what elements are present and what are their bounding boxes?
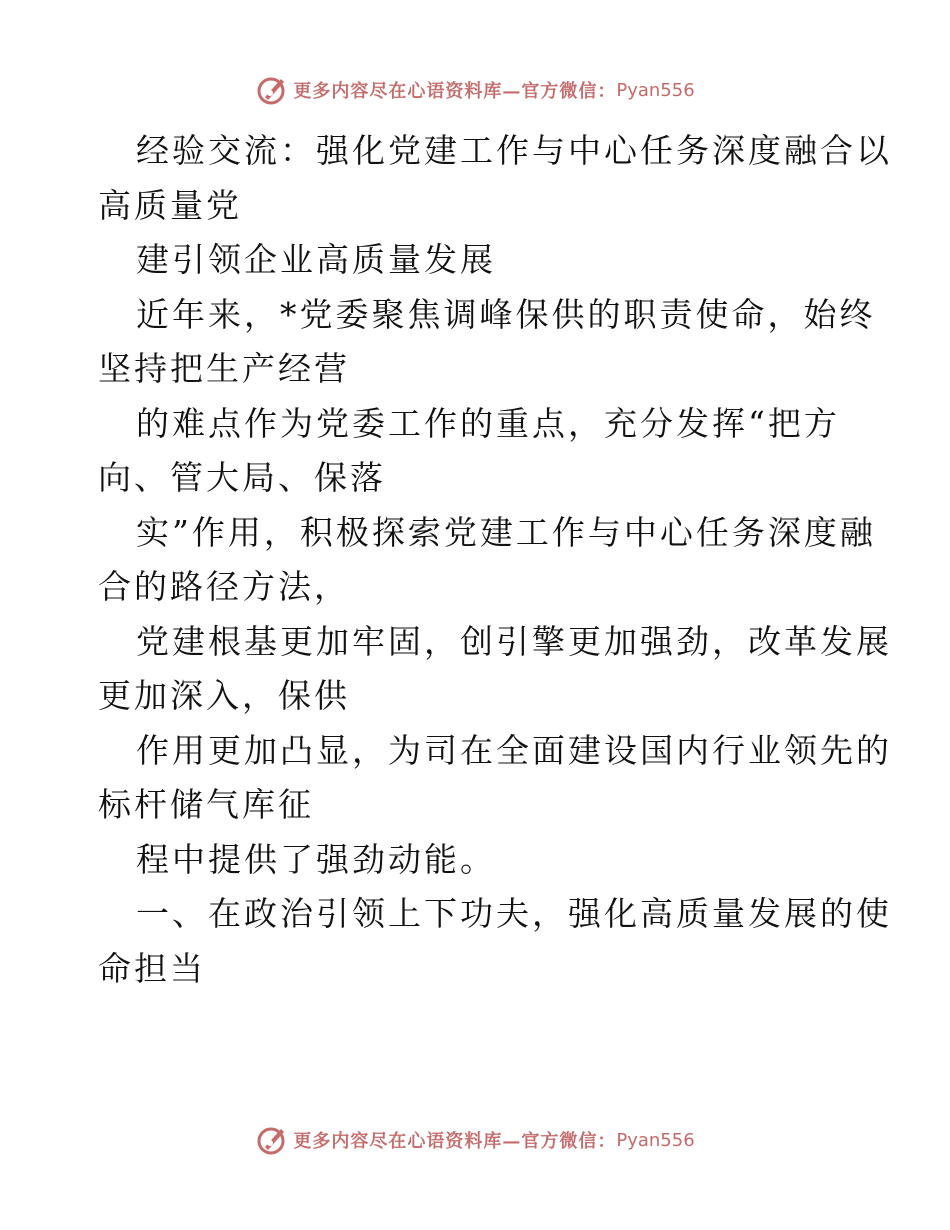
header-watermark <box>0 72 950 108</box>
watermark-text: 更多内容尽在心语资料库—官方微信： <box>293 81 617 102</box>
watermark-text: 更多内容尽在心语资料库—官方微信： <box>293 1131 617 1152</box>
quill-logo-icon <box>255 1123 289 1157</box>
quill-logo-icon <box>255 73 289 107</box>
paragraph: 经验交流：强化党建工作与中心任务深度融合以 高质量党 <box>98 131 892 225</box>
watermark-handle: Pyan556 <box>616 79 695 101</box>
watermark-handle: Pyan556 <box>616 1129 695 1151</box>
paragraph: 的难点作为党委工作的重点，充分发挥“把方 向、管大局、保落 <box>98 403 840 497</box>
paragraph: 近年来，*党委聚焦调峰保供的职责使命，始终 坚持把生产经营 <box>98 294 876 388</box>
footer-watermark <box>0 1122 950 1158</box>
paragraph: 实”作用，积极探索党建工作与中心任务深度融 合的路径方法， <box>98 512 876 606</box>
section-heading: 一、在政治引领上下功夫，强化高质量发展的使 命担当 <box>98 894 892 988</box>
paragraph: 程中提供了强劲动能。 <box>136 839 496 879</box>
paragraph: 建引领企业高质量发展 <box>136 240 496 279</box>
paragraph: 作用更加凸显，为司在全面建设国内行业领先的 标杆储气库征 <box>98 730 892 824</box>
document-body <box>98 124 892 996</box>
paragraph: 党建根基更加牢固，创引擎更加强劲，改革发展 更加深入，保供 <box>98 621 892 715</box>
